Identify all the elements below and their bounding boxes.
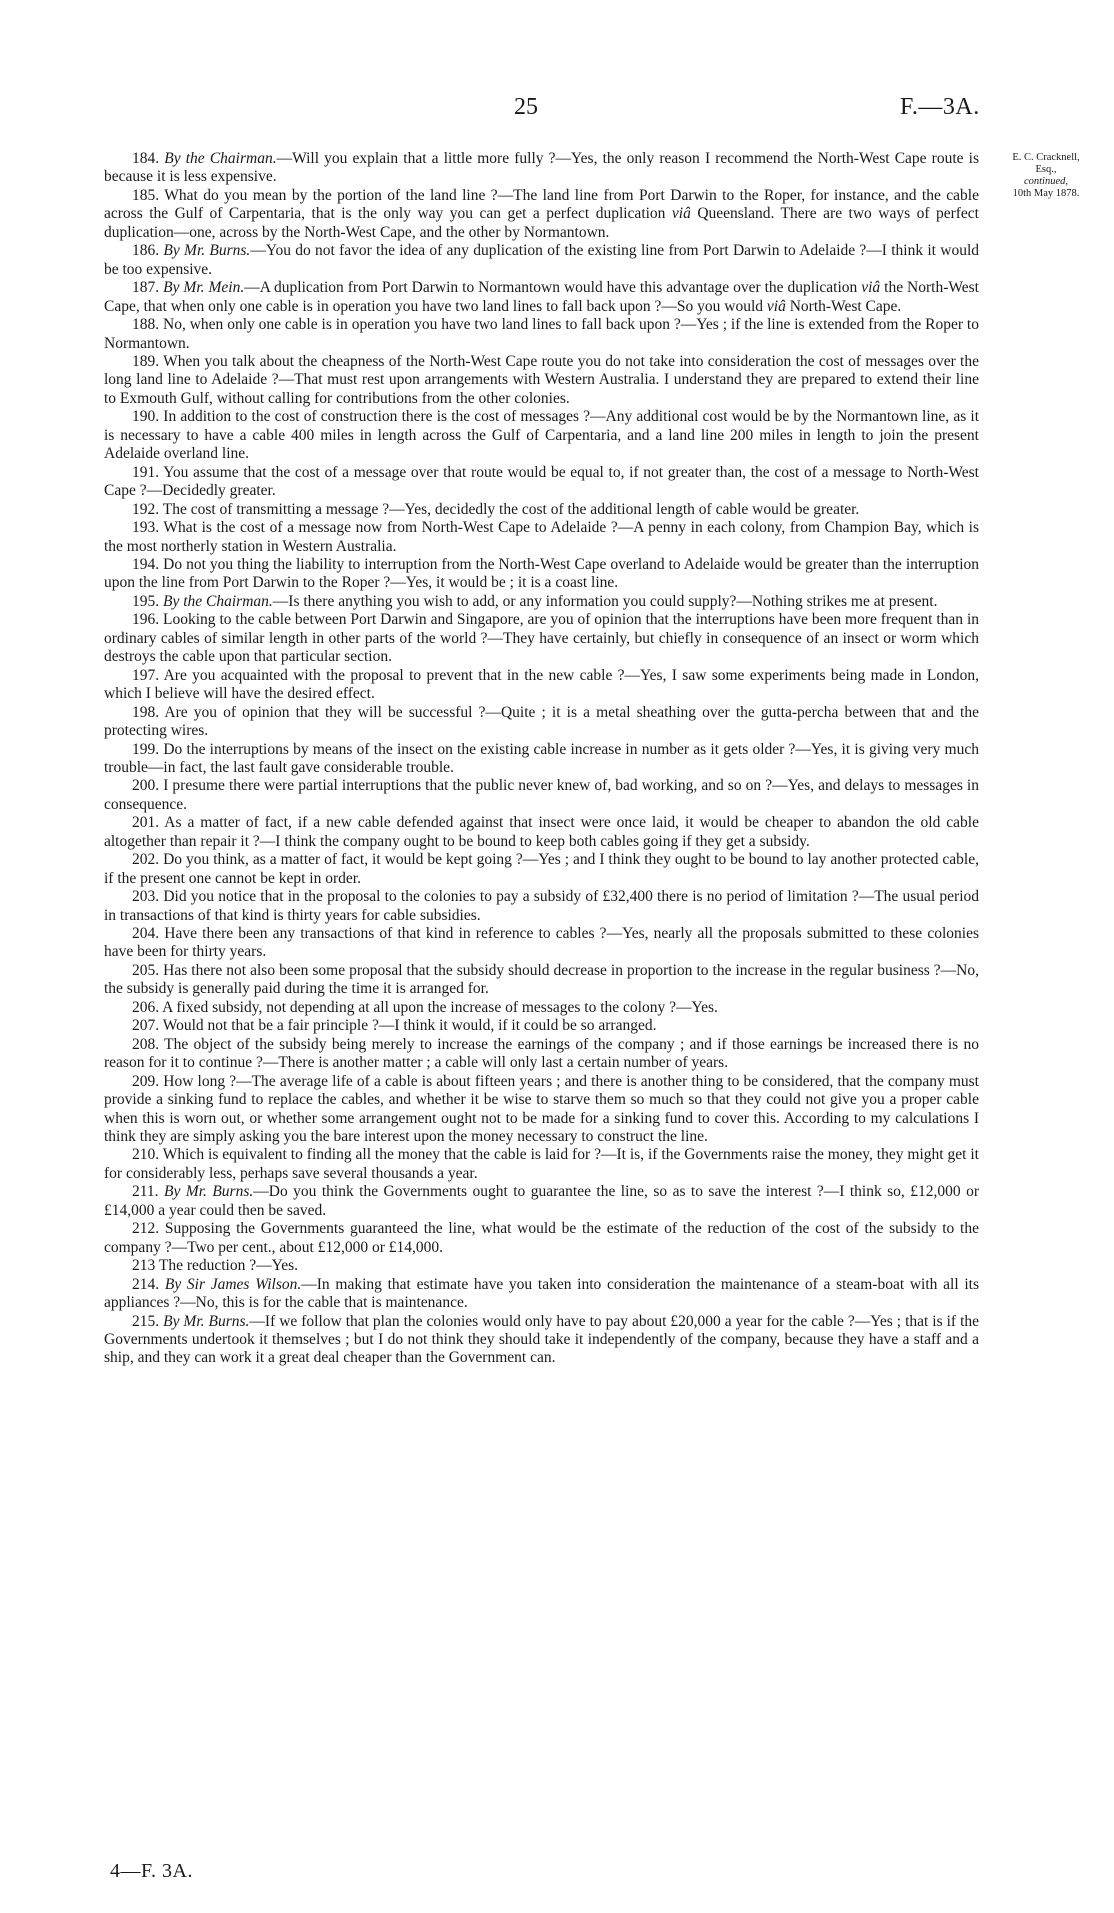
document-code: F.—3A. <box>900 94 980 120</box>
paragraph-text: 189. When you talk about the cheapness of the North-West Cape route you do not take into consideration the cost of messages over the long land line to Adelaide ?—That must rest upon arrangements with Western Australia. I understand they are prepared to extend their line to Exmouth Gulf, without calling for contributions from the other colonies. <box>104 352 979 407</box>
evidence-paragraph <box>104 279 979 316</box>
paragraph-text: —You do not favor the idea of any duplication of the existing line from Port Darwin to Adelaide ?—I think it would be too expensive. <box>104 242 980 278</box>
evidence-date: 10th May 1878. <box>1012 188 1080 199</box>
evidence-paragraph <box>104 925 979 962</box>
evidence-paragraph <box>104 501 979 519</box>
paragraph-text: 188. No, when only one cable is in operation you have two land lines to fall back upon ?—Yes ; if the line is extended from the Roper to Normantown. <box>104 316 979 352</box>
paragraph-text: 187. <box>132 279 164 297</box>
speaker-attribution: viâ <box>671 205 691 223</box>
evidence-paragraph <box>104 1073 979 1147</box>
paragraph-text: 204. Have there been any transactions of that kind in reference to cables ?—Yes, nearly all the proposals submitted to these colonies have been for thirty years. <box>104 925 979 961</box>
paragraph-text: 196. Looking to the cable between Port Darwin and Singapore, are you of opinion that the interruptions have been more frequent than in ordinary cables of similar length in other parts of the world ?—They have certainly, but chiefly in consequence of an insect or worm which destroys the cable upon that particular section. <box>104 611 979 666</box>
witness-margin-note <box>987 152 1105 200</box>
evidence-paragraph <box>104 611 979 666</box>
paragraph-text: 186. <box>132 242 164 260</box>
paragraph-text: 212. Supposing the Governments guaranteed the line, what would be the estimate of the reduction of the cost of the subsidy to the company ?—Two per cent., about £12,000 or £14,000. <box>104 1220 979 1256</box>
signature-mark: 4—F. 3A. <box>110 1860 193 1882</box>
evidence-paragraph <box>104 556 979 593</box>
paragraph-text: 211. <box>132 1183 164 1201</box>
evidence-paragraph <box>104 777 979 814</box>
speaker-attribution: By Mr. Burns. <box>163 1312 250 1330</box>
paragraph-text: 185. What do you mean by the portion of the land line ?—The land line from Port Darwin to the Roper, for instance, and the cable across the Gulf of Carpentaria, that is the only way you can get a perfect duplication <box>104 186 979 223</box>
page-number: 25 <box>514 94 538 120</box>
evidence-paragraph <box>104 704 979 741</box>
evidence-paragraph <box>104 667 979 704</box>
evidence-paragraph <box>104 1146 979 1183</box>
witness-title: Esq., <box>1035 164 1057 175</box>
paragraph-text: —Do you think the Governments ought to guarantee the line, so as to save the interest ?—I think so, £12,000 or £14,000 a year could then be saved. <box>104 1183 979 1219</box>
paragraph-text: 208. The object of the subsidy being merely to increase the earnings of the company ; and if those earnings be increased there is no reason for it to continue ?—There is another matter ; a cable will only last a certain number of years. <box>104 1035 979 1072</box>
speaker-attribution: By Sir James Wilson. <box>164 1275 302 1293</box>
evidence-paragraph <box>104 999 979 1017</box>
paragraph-text: 203. Did you notice that in the proposal to the colonies to pay a subsidy of £32,400 there is no period of limitation ?—The usual period in transactions of that kind is thirty years for cable subsidies. <box>104 888 979 924</box>
paragraph-text: 198. Are you of opinion that they will be successful ?—Quite ; it is a metal sheathing over the gutta-percha between that and the protecting wires. <box>104 703 979 740</box>
paragraph-text: 210. Which is equivalent to finding all the money that the cable is laid for ?—It is, if the Governments raise the money, they might get it for considerably less, perhaps save several thousands a year. <box>104 1146 979 1182</box>
evidence-paragraph <box>104 851 979 888</box>
paragraph-text: 194. Do not you thing the liability to interruption from the North-West Cape overland to Adelaide would be greater than the interruption upon the line from Port Darwin to the Roper ?—Yes, it would be ; it is a coast line. <box>104 555 979 592</box>
paragraph-text: 184. <box>132 150 165 167</box>
witness-name: E. C. Cracknell, <box>1012 152 1080 163</box>
paragraph-text: 190. In addition to the cost of construction there is the cost of messages ?—Any additional cost would be by the Normantown line, as it is necessary to have a cable 400 miles in length across the Gulf of Carpentaria, and a land line 200 miles in length to join the present Adelaide overland line. <box>104 408 979 463</box>
paragraph-text: 197. Are you acquainted with the proposal to prevent that in the new cable ?—Yes, I saw some experiments being made in London, which I believe will have the desired effect. <box>104 666 979 703</box>
speaker-attribution: By the Chairman. <box>164 150 277 167</box>
speaker-attribution: By Mr. Burns. <box>163 242 251 260</box>
paragraph-text: 193. What is the cost of a message now from North-West Cape to Adelaide ?—A penny in each colony, from Champion Bay, which is the most northerly station in Western Australia. <box>104 519 979 555</box>
evidence-paragraph <box>104 814 979 851</box>
evidence-paragraph <box>104 242 979 279</box>
paragraph-text: —If we follow that plan the colonies would only have to pay about £20,000 a year for the cable ?—Yes ; that is if the Governments undertook it themselves ; but I do not think they should take it independently of the company, because they have a staff and a ship, and they can work it a great deal cheaper than the Government can. <box>104 1312 980 1367</box>
paragraph-text: 207. Would not that be a fair principle ?—I think it would, if it could be so arranged. <box>132 1017 657 1035</box>
evidence-paragraph <box>104 150 979 187</box>
paragraph-text: 191. You assume that the cost of a message over that route would be equal to, if not greater than, the cost of a message to North-West Cape ?—Decidedly greater. <box>104 463 979 500</box>
evidence-paragraph <box>104 464 979 501</box>
speaker-attribution: By Mr. Mein. <box>163 279 245 297</box>
evidence-paragraph <box>104 962 979 999</box>
evidence-paragraph <box>104 519 979 556</box>
evidence-paragraph <box>104 187 979 242</box>
paragraph-text: —A duplication from Port Darwin to Normantown would have this advantage over the duplication <box>244 279 862 297</box>
paragraph-text: 202. Do you think, as a matter of fact, it would be kept going ?—Yes ; and I think they ought to be bound to lay another protected cable, if the present one cannot be kept in order. <box>104 851 979 887</box>
evidence-paragraph <box>104 316 979 353</box>
evidence-paragraph <box>104 741 979 778</box>
paragraph-text: 205. Has there not also been some proposal that the subsidy should decrease in proportion to the increase in the regular business ?—No, the subsidy is generally paid during the time it is arranged for. <box>104 961 979 998</box>
paragraph-text: 199. Do the interruptions by means of the insect on the existing cable increase in number as it gets older ?—Yes, it is giving very much trouble—in fact, the last fault gave considerable trouble. <box>104 740 979 776</box>
paragraph-text: —Will you explain that a little more fully ?—Yes, the only reason I recommend the North-West Cape route is because it is less expensive. <box>104 150 980 186</box>
evidence-paragraph <box>104 593 979 611</box>
evidence-paragraph <box>104 1313 979 1368</box>
evidence-paragraph <box>104 1276 979 1313</box>
paragraph-text: 200. I presume there were partial interruptions that the public never knew of, bad working, and so on ?—Yes, and delays to messages in consequence. <box>104 777 979 813</box>
speaker-attribution: viâ <box>861 279 881 297</box>
speaker-attribution: By the Chairman. <box>163 592 273 610</box>
evidence-paragraph <box>104 353 979 408</box>
paragraph-text: 215. <box>132 1312 164 1330</box>
paragraph-text: 201. As a matter of fact, if a new cable defended against that insect were once laid, it would be cheaper to abandon the old cable altogether than repair it ?—I think the company ought to be bound to keep both cables going if they get a subsidy. <box>104 814 979 850</box>
paragraph-text: 206. A fixed subsidy, not depending at all upon the increase of messages to the colony ?—Yes. <box>132 998 718 1016</box>
paragraph-text: North-West Cape. <box>785 297 902 315</box>
evidence-paragraph <box>104 1036 979 1073</box>
evidence-paragraph <box>104 1257 979 1275</box>
paragraph-text: 213 The reduction ?—Yes. <box>132 1257 299 1275</box>
evidence-paragraph <box>104 888 979 925</box>
paragraph-text: —In making that estimate have you taken into consideration the maintenance of a steam-boat with all its appliances ?—No, this is for the cable that is maintenance. <box>104 1275 980 1312</box>
evidence-paragraph <box>104 1183 979 1220</box>
paragraph-text: Queensland. There are two ways of perfect duplication—one, across by the North-West Cape, and the other by Normantown. <box>104 205 979 241</box>
evidence-body <box>104 150 979 1368</box>
paragraph-text: the North-West Cape, that when only one cable is in operation you have two land lines to fall back upon ?—So you would <box>104 279 979 315</box>
continued-label: continued, <box>1023 176 1069 187</box>
evidence-paragraph <box>104 1017 979 1035</box>
paragraph-text: 214. <box>132 1275 165 1293</box>
paragraph-text: 195. <box>132 592 163 610</box>
paragraph-text: —Is there anything you wish to add, or any information you could supply?—Nothing strikes me at present. <box>272 592 938 610</box>
speaker-attribution: viâ <box>766 297 786 315</box>
paragraph-text: 192. The cost of transmitting a message ?—Yes, decidedly the cost of the additional length of cable would be greater. <box>132 500 860 518</box>
evidence-paragraph <box>104 1220 979 1257</box>
speaker-attribution: By Mr. Burns. <box>164 1183 254 1201</box>
paragraph-text: 209. How long ?—The average life of a cable is about fifteen years ; and there is another thing to be considered, that the company must provide a sinking fund to replace the cables, and whether it be wise to starve them so much so that they could not give you a proper cable when this is worn out, or whether some arrangement ought not to be made for a sinking fund to cover this. According to my calculations I think they are simply asking you the bare interest upon the money necessary to construct the line. <box>104 1072 979 1146</box>
evidence-paragraph <box>104 408 979 463</box>
